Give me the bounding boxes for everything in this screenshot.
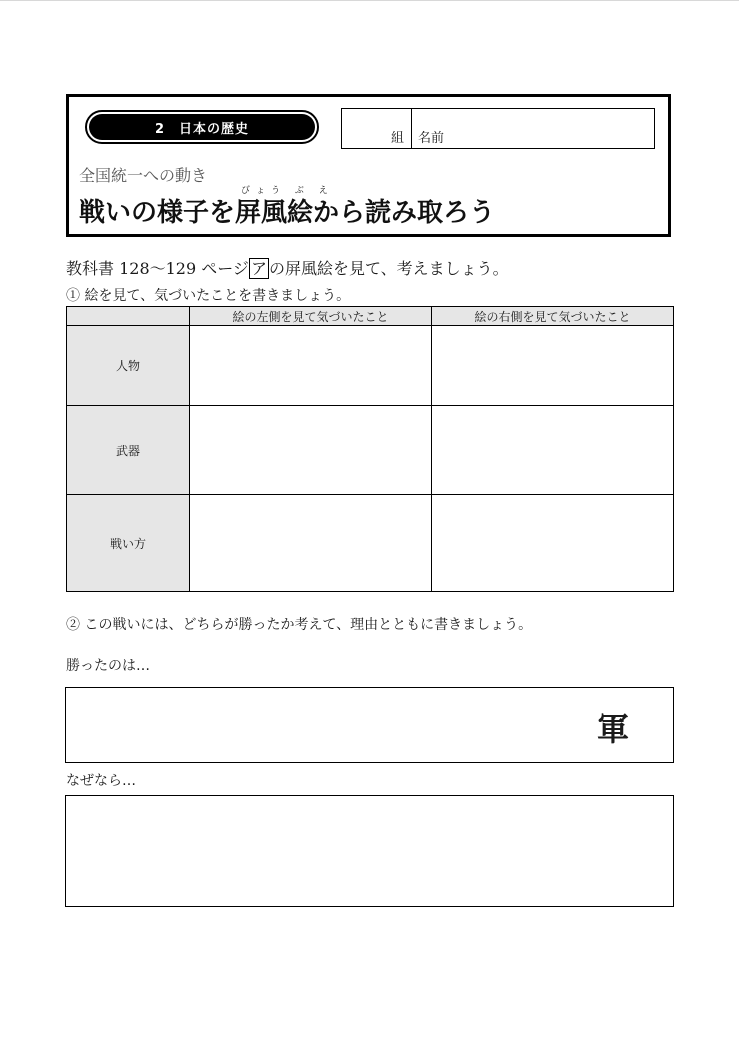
worksheet-header [66,94,671,237]
name-field[interactable] [341,108,655,149]
reason-label: なぜなら… [66,773,136,789]
title-ruby: びょう ぶ え [241,186,334,196]
army-char: 軍 [596,710,629,748]
winner-label: 勝ったのは… [66,658,150,674]
row-header-people: 人物 [67,326,190,406]
reason-answer-box[interactable] [65,795,674,907]
page-title: 戦いの様子を屏風絵から読み取ろう [79,198,496,228]
weapons-right-cell[interactable] [432,406,674,495]
column-header-left: 絵の左側を見て気づいたこと [190,307,432,326]
class-label: 組 [391,131,405,146]
name-label: 名前 [418,131,445,146]
weapons-left-cell[interactable] [190,406,432,495]
intro-text-before: 教科書 128〜129 ページ [66,259,249,278]
table-row [67,406,674,495]
section-subtitle: 全国統一への動き [79,166,208,185]
winner-answer-box[interactable] [65,687,674,763]
table-corner [67,307,190,326]
tactics-right-cell[interactable] [432,495,674,592]
page-top-border [0,0,739,1]
unit-badge [85,110,319,144]
table-row [67,326,674,406]
tactics-left-cell[interactable] [190,495,432,592]
intro-instruction [66,256,509,279]
row-header-weapons: 武器 [67,406,190,495]
unit-label: 2 日本の歴史 [89,114,315,140]
table-header-row [67,307,674,326]
observation-table [66,306,674,592]
question-1: ① 絵を見て、気づいたことを書きましょう。 [66,288,351,304]
question-2: ② この戦いには、どちらが勝ったか考えて、理由とともに書きましょう。 [66,617,533,633]
name-field-divider [411,109,412,148]
column-header-right: 絵の右側を見て気づいたこと [432,307,674,326]
intro-text-after: の屏風絵を見て、考えましょう。 [268,259,509,278]
people-right-cell[interactable] [432,326,674,406]
table-row [67,495,674,592]
row-header-tactics: 戦い方 [67,495,190,592]
people-left-cell[interactable] [190,326,432,406]
intro-boxed-char: ア [250,259,267,278]
